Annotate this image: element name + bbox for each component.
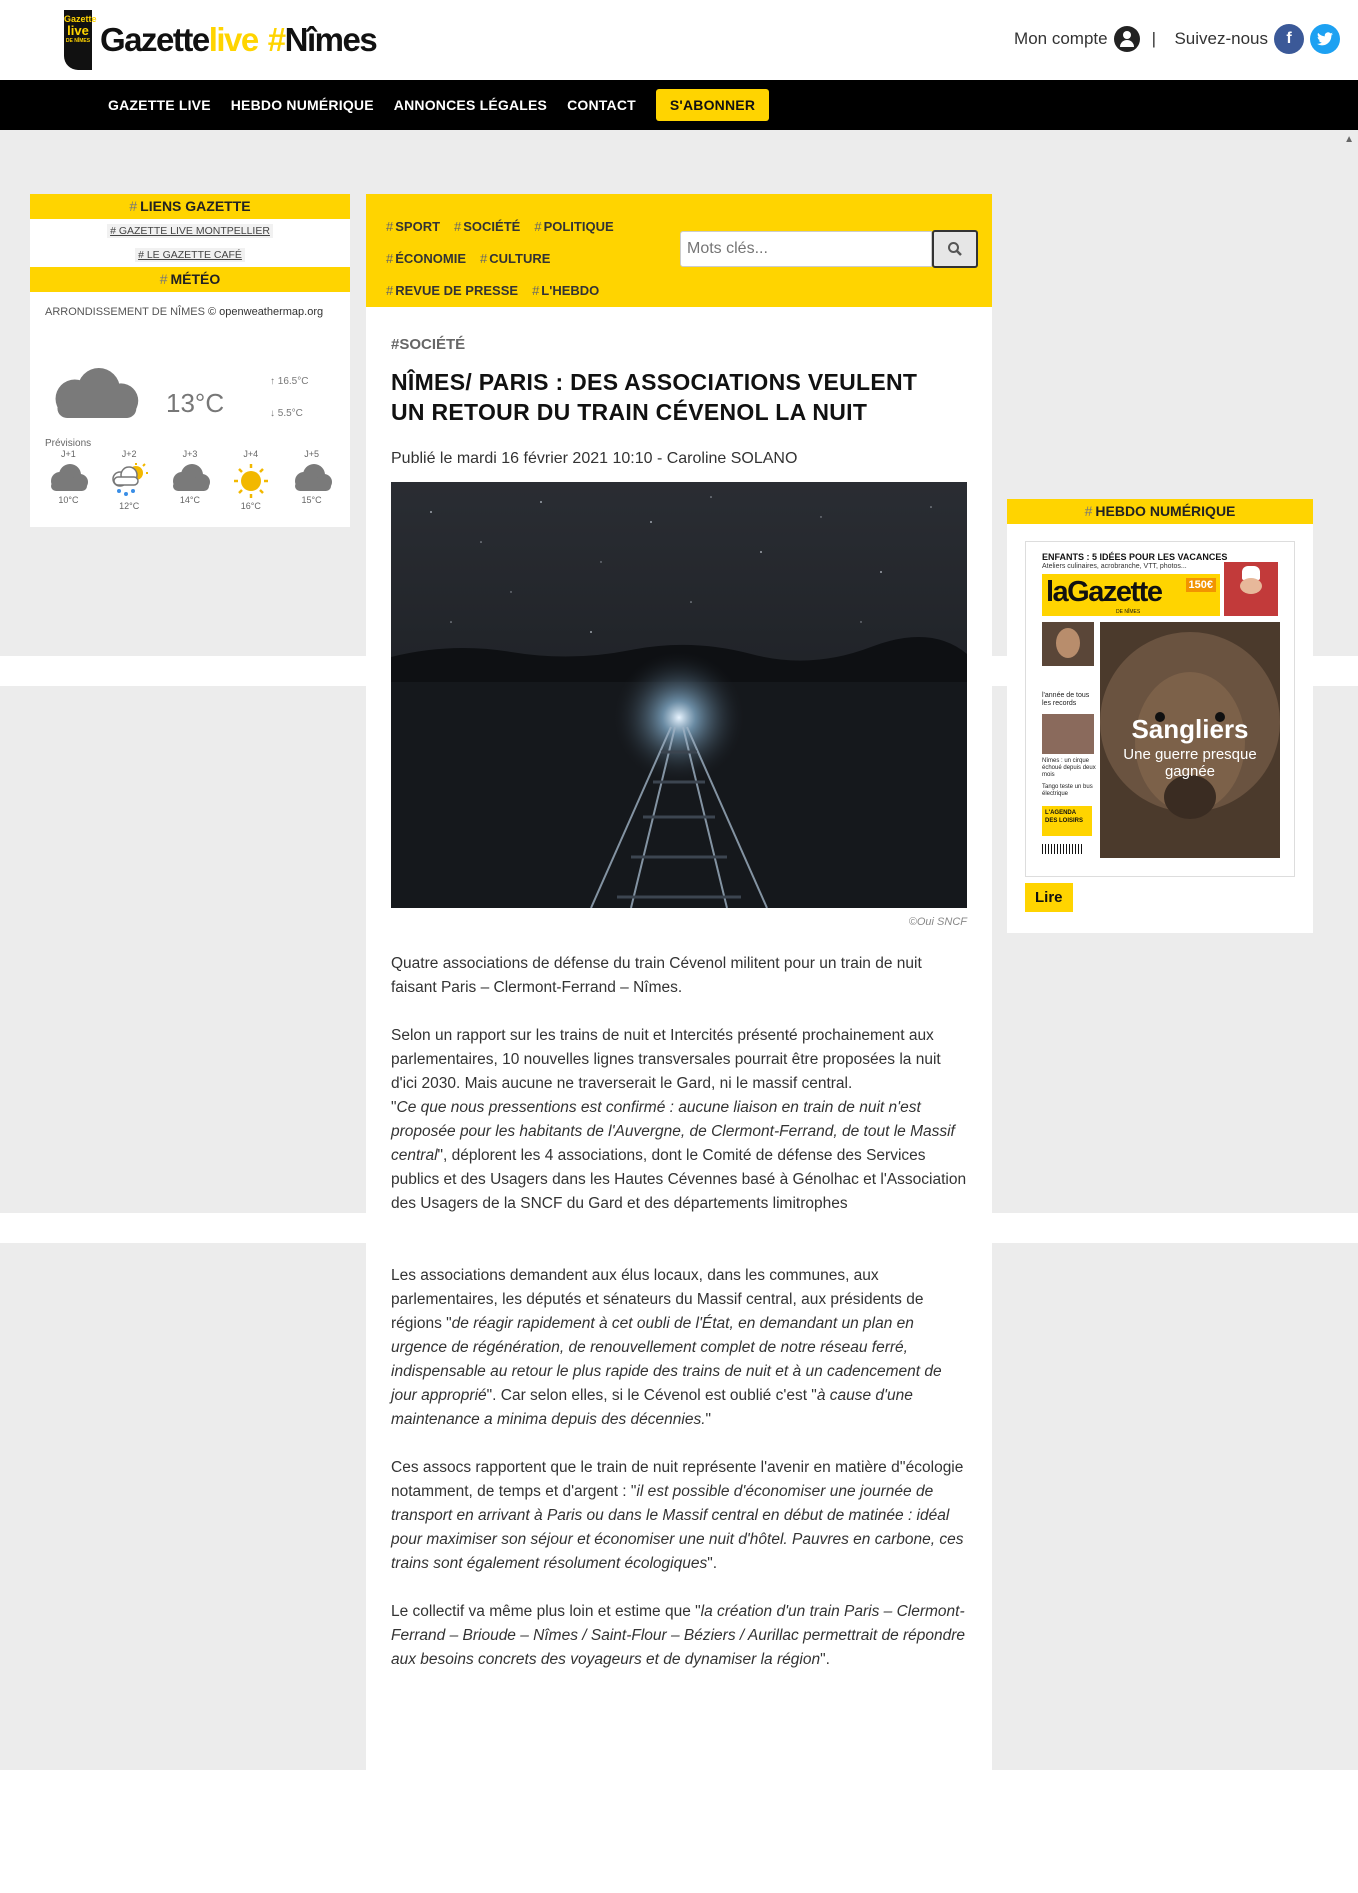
arrow-down-icon: ↓ [270, 408, 278, 419]
paragraph: Le collectif va même plus loin et estime que "la création d'un train Paris – Clermont-Ferrand – Brioude – Nîmes / Saint-Flour – Béziers / Aurillac permettrait de répondre aux besoins concrets des voyageurs et de dynamiser la région". [391, 1603, 966, 1668]
tag-sport[interactable]: # SPORT [386, 218, 441, 234]
meteo-heading: # MÉTÉO [30, 267, 350, 292]
liens-title: LIENS GAZETTE [140, 198, 251, 214]
forecast-row [30, 449, 350, 527]
cover-masthead [1042, 574, 1220, 616]
paragraph: Selon un rapport sur les trains de nuit et Intercités présenté prochainement aux parlementaires, 10 nouvelles lignes transversales pourrait être proposées la nuit d'ici 2030. Mais aucune ne traverserait le Gard, ni le massif central. [391, 1027, 941, 1092]
search-input[interactable] [680, 231, 932, 267]
cover-photo-hippo [1042, 714, 1094, 754]
cover-photo-face [1042, 622, 1094, 666]
forecast-temp: 16°C [240, 501, 261, 511]
current-weather [30, 318, 350, 438]
article-photo [391, 482, 967, 908]
user-icon [1114, 26, 1140, 52]
tag-societe[interactable]: # SOCIÉTÉ [454, 218, 521, 234]
tag-culture[interactable]: # CULTURE [480, 250, 551, 266]
logo-city: Nîmes [284, 21, 377, 58]
quote: de réagir rapidement à cet oubli de l'État, en demandant un plan en urgence de régénération, de renouvellement complet de notre réseau ferré, indispensable au retour le plus rapide des trains de nuit et à un cadencement de jour approprié [391, 1315, 942, 1404]
magazine-cover[interactable] [1025, 541, 1295, 877]
site-logo[interactable] [64, 10, 376, 70]
header-separator: | [1151, 29, 1156, 48]
cover-agenda: L'AGENDA DES LOISIRS [1042, 806, 1092, 836]
facebook-icon[interactable]: f [1274, 24, 1304, 54]
link-gazette-cafe[interactable] [30, 243, 350, 267]
tag-politique[interactable]: # POLITIQUE [534, 218, 614, 234]
cover-side-story: Tango teste un bus électrique [1042, 784, 1093, 797]
paragraph: Ces assocs rapportent que le train de nuit représente l'avenir en matière d''écologie notamment, de temps et d'argent : "il est possible d'économiser une journée de transport en arrivant à Paris ou dans le Massif central en début de matinée : idéal pour maximiser son séjour et économiser une nuit d'hôtel. Pauvres en carbone, ces trains sont également résolument écologiques". [391, 1459, 964, 1572]
link-label: # GAZETTE LIVE MONTPELLIER [107, 224, 273, 238]
cloud-icon [45, 463, 91, 493]
article-column [366, 194, 992, 1770]
cover-photo-chef [1224, 562, 1278, 616]
paragraph: Les associations demandent aux élus locaux, dans les communes, aux parlementaires, les députés et sénateurs du Massif central, aux présidents de régions "de réagir rapidement à cet oubli de l'État, en demandant un plan en urgence de régénération, de renouvellement complet de notre réseau ferré, indispensable au retour le plus rapide des trains de nuit et à un cadencement de jour approprié". Car selon elles, si le Cévenol est oublié c'est "à cause d'une maintenance a minima depuis des décennies." [391, 1267, 942, 1428]
quote: il est possible d'économiser une journée de transport en arrivant à Paris ou dans le Massif central en début de matinée : idéal pour maximiser son séjour et économiser une nuit d'hôtel. Pauvres en carbone, ces trains sont également résolument écologiques [391, 1483, 964, 1572]
quote: à cause d'une maintenance a minima depuis des décennies. [391, 1387, 913, 1428]
article-category[interactable]: #SOCIÉTÉ [391, 336, 466, 353]
cloud-icon [289, 463, 335, 493]
tag-list [386, 210, 686, 306]
tag-hebdo[interactable]: # L'HEBDO [532, 282, 600, 298]
forecast-day-label: J+5 [304, 449, 319, 459]
hebdo-title: HEBDO NUMÉRIQUE [1095, 503, 1236, 519]
article-title: NÎMES/ PARIS : DES ASSOCIATIONS VEULENT UN RETOUR DU TRAIN CÉVENOL LA NUIT [391, 369, 918, 425]
logo-gazette: Gazette [100, 21, 209, 58]
forecast-temp: 15°C [301, 495, 322, 505]
logo-wordmark [100, 21, 376, 59]
logo-badge [64, 10, 97, 70]
tag-economie[interactable]: # ÉCONOMIE [386, 250, 467, 266]
forecast-temp: 10°C [58, 495, 79, 505]
paragraph: "Ce que nous pressentions est confirmé : aucune liaison en train de nuit n'est proposée pour les habitants de l'Auvergne, de Clermont-Ferrand, de tout le Massif central", déplorent les 4 associations, dont le Comité de défense des Services publics et des Usagers dans les Hautes Cévennes basé à Génolhac et l'Association des Usagers de la SNCF du Gard et des départements limitrophes [391, 1099, 967, 1212]
forecast-day-label: J+3 [182, 449, 198, 459]
quote: Ce que nous pressentions est confirmé : aucune liaison en train de nuit n'est proposée pour les habitants de l'Auvergne, de Clermont-Ferrand, de tout le Massif central [391, 1099, 955, 1164]
article-byline: Publié le mardi 16 février 2021 10:10 - Caroline SOLANO [391, 450, 798, 467]
search-icon [947, 241, 963, 257]
cover-side-story: Nîmes : un cirque échoué depuis deux mois [1042, 758, 1096, 778]
tags-bar [366, 194, 992, 307]
scroll-up-icon[interactable]: ▲ [1344, 134, 1354, 145]
cloud-icon [44, 368, 144, 418]
forecast-temp: 14°C [179, 495, 201, 505]
social-links [1174, 24, 1340, 54]
rain-sun-icon [106, 463, 152, 499]
train-tunnel-image [391, 482, 967, 908]
forecast-day [40, 449, 96, 511]
nav-contact[interactable]: CONTACT [567, 97, 636, 113]
location-label: ARRONDISSEMENT DE NÎMES [45, 306, 205, 318]
meteo-title: MÉTÉO [170, 271, 221, 287]
nav-annonces-legales[interactable]: ANNONCES LÉGALES [393, 97, 548, 113]
cover-brand: laGazette [1046, 576, 1162, 608]
tag-revue-de-presse[interactable]: # REVUE DE PRESSE [386, 282, 519, 298]
quote: la création d'un train Paris – Clermont-Ferrand – Brioude – Nîmes / Saint-Flour – Béziers / Aurillac permettrait de répondre aux besoins concrets des voyageurs et de dynamiser la région [391, 1603, 966, 1668]
liens-gazette-heading: # LIENS GAZETTE [30, 194, 350, 219]
read-button[interactable]: Lire [1025, 883, 1073, 912]
follow-label: Suivez-nous [1174, 29, 1268, 48]
forecast-day-label: J+1 [61, 449, 76, 459]
barcode-icon [1042, 844, 1082, 854]
paragraph: Quatre associations de défense du train Cévenol militent pour un train de nuit faisant Paris – Clermont-Ferrand – Nîmes. [391, 955, 922, 996]
forecast-day [223, 449, 279, 511]
logo-live: live [208, 21, 258, 58]
hebdo-heading: # HEBDO NUMÉRIQUE [1007, 499, 1313, 524]
forecast-day [101, 449, 157, 511]
nav-gazette-live[interactable]: GAZETTE LIVE [108, 97, 211, 113]
account-link[interactable] [1014, 26, 1168, 52]
photo-credit: ©Oui SNCF [908, 916, 967, 928]
forecast-day [162, 449, 218, 511]
forecast-day-label: J+2 [121, 449, 137, 459]
temp-min-value: 5.5°C [277, 408, 303, 419]
nav-hebdo-numerique[interactable]: HEBDO NUMÉRIQUE [230, 97, 374, 113]
current-temperature: 13°C [166, 388, 225, 418]
cover-headline-sub: Une guerre presque gagnée [1123, 746, 1257, 780]
twitter-icon[interactable] [1310, 24, 1340, 54]
weather-source: © openweathermap.org [208, 306, 324, 318]
cover-sub-line: Ateliers culinaires, acrobranche, VTT, photos... [1042, 563, 1187, 570]
forecast-temp: 12°C [119, 501, 140, 511]
search-button[interactable] [932, 230, 978, 268]
site-header [0, 0, 1358, 80]
meteo-location [45, 306, 350, 318]
cover-brand-sub: DE NÎMES [1116, 609, 1141, 615]
subscribe-button[interactable]: S'ABONNER [656, 89, 769, 121]
cover-photo-boar [1100, 622, 1280, 858]
temp-max [270, 376, 308, 387]
logo-badge-line: DE NÎMES [65, 38, 91, 44]
cover-side-story: l'année de tous les records [1042, 692, 1090, 707]
temp-min [270, 408, 303, 419]
forecast-label: Prévisions [45, 438, 92, 449]
cover-headline: Sangliers [1131, 714, 1249, 744]
logo-badge-line: live [67, 23, 89, 38]
logo-badge-line: Gazette [64, 14, 97, 24]
arrow-up-icon: ↑ [270, 376, 278, 387]
forecast-day-label: J+4 [243, 449, 259, 459]
main-nav [0, 80, 1358, 130]
temp-max-value: 16.5°C [277, 376, 309, 387]
cloud-icon [167, 463, 213, 493]
sidebar-left [30, 194, 350, 527]
forecast-day [284, 449, 340, 511]
sun-icon [228, 463, 274, 499]
link-label: # LE GAZETTE CAFÉ [135, 248, 245, 262]
logo-hash: # [267, 21, 285, 58]
search-form [680, 231, 978, 268]
account-label: Mon compte [1014, 29, 1108, 48]
hebdo-numerique-widget [1007, 499, 1313, 933]
link-gazette-montpellier[interactable] [30, 219, 350, 243]
cover-price: 150€ [1186, 578, 1216, 592]
article-body [391, 952, 967, 1696]
cover-top-line: ENFANTS : 5 IDÉES POUR LES VACANCES [1042, 552, 1228, 562]
